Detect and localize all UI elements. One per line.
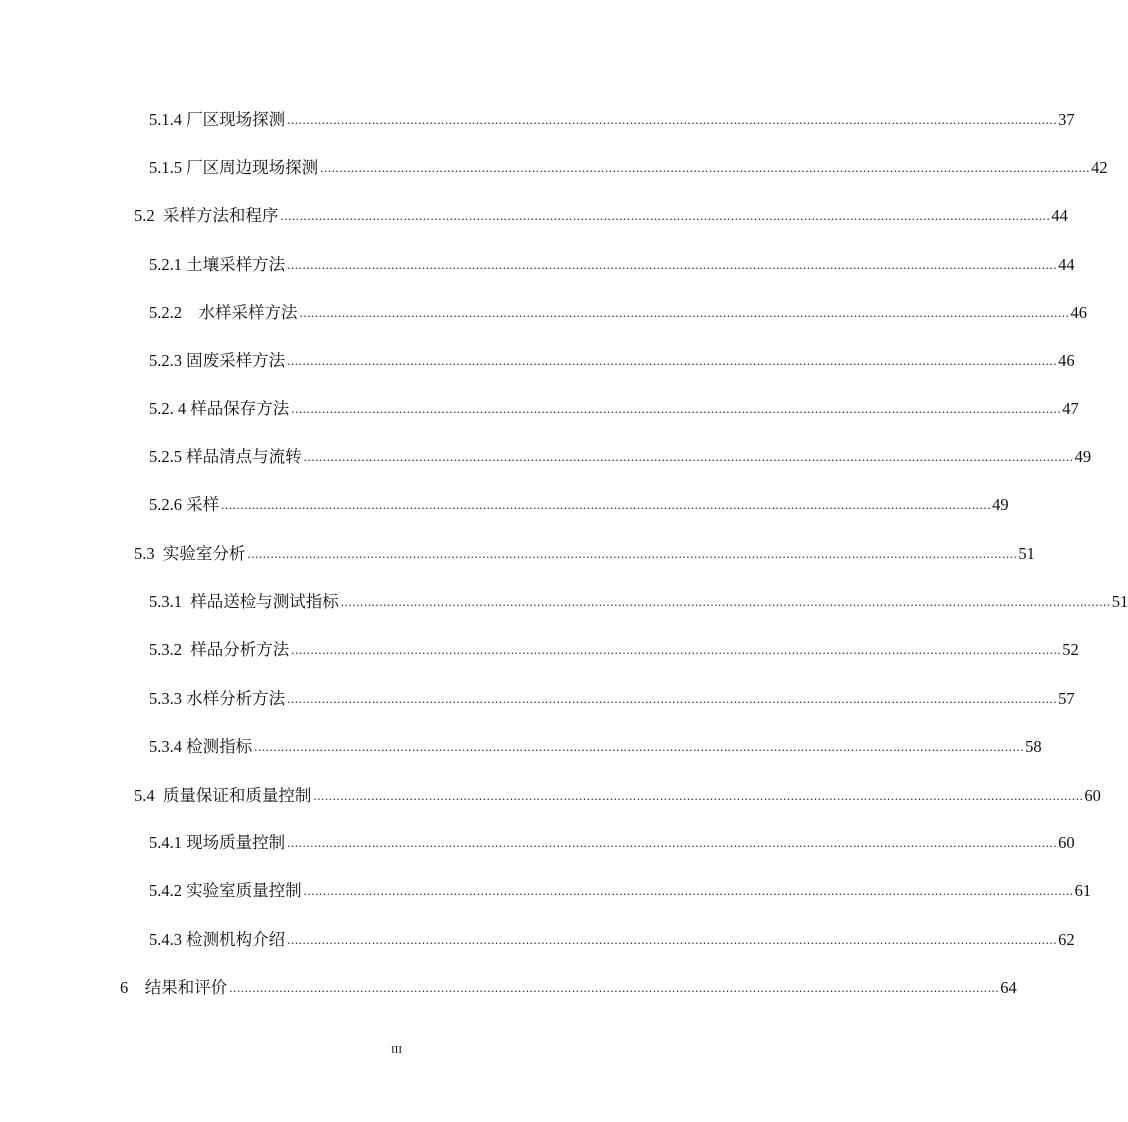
dot-leader: ........................................................................................................................................................................................................ [254, 739, 1025, 754]
toc-entry-page: 49 [992, 495, 1009, 514]
toc-entry[interactable] [149, 154, 1108, 178]
toc-entry-title: 5.3.1 样品送检与测试指标 [149, 592, 339, 611]
page-number: III [391, 1044, 402, 1056]
toc-entry-title: 5.3.2 样品分析方法 [149, 640, 290, 659]
dot-leader: ........................................................................................................................................................................................................ [287, 257, 1058, 272]
toc-entry-page: 44 [1051, 206, 1068, 225]
dot-leader: ........................................................................................................................................................................................................ [287, 353, 1058, 368]
dot-leader: ........................................................................................................................................................................................................ [303, 449, 1074, 464]
toc-entry[interactable] [149, 588, 1128, 612]
dot-leader: ........................................................................................................................................................................................................ [287, 112, 1058, 127]
dot-leader: ........................................................................................................................................................................................................ [303, 883, 1074, 898]
toc-entry-title: 5.2.1 土壤采样方法 [149, 255, 286, 274]
toc-entry-page: 49 [1074, 447, 1092, 466]
toc-entry[interactable] [149, 106, 1075, 130]
toc-entry-page: 61 [1074, 881, 1092, 900]
dot-leader: ........................................................................................................................................................................................................ [287, 932, 1058, 947]
toc-entry[interactable] [134, 202, 1068, 226]
toc-entry-title: 5.3 实验室分析 [134, 544, 246, 563]
toc-entry-page: 60 [1084, 786, 1101, 805]
toc-entry[interactable] [149, 733, 1042, 757]
dot-leader: ........................................................................................................................................................................................................ [247, 546, 1018, 561]
toc-entry-title: 5.4.2 实验室质量控制 [149, 881, 302, 900]
toc-entry[interactable] [120, 974, 1017, 998]
toc-entry[interactable] [149, 877, 1092, 901]
toc-entry-page: 46 [1070, 303, 1087, 322]
dot-leader: ........................................................................................................................................................................................................ [291, 642, 1062, 657]
toc-entry-title: 5.1.5 厂区周边现场探测 [149, 158, 319, 177]
toc-entry-page: 58 [1025, 737, 1042, 756]
toc-entry-title: 5.1.4 厂区现场探测 [149, 110, 286, 129]
dot-leader: ........................................................................................................................................................................................................ [287, 691, 1058, 706]
toc-entry[interactable] [149, 926, 1075, 950]
toc-entry-title: 5.4.3 检测机构介绍 [149, 930, 286, 949]
toc-entry[interactable] [149, 443, 1092, 467]
dot-leader: ........................................................................................................................................................................................................ [291, 401, 1062, 416]
toc-entry-title: 5.3.3 水样分析方法 [149, 689, 286, 708]
toc-entry-title: 6 结果和评价 [120, 978, 228, 997]
toc-entry[interactable] [149, 829, 1075, 853]
dot-leader: ........................................................................................................................................................................................................ [229, 980, 1000, 995]
toc-entry-page: 46 [1058, 351, 1075, 370]
toc-entry[interactable] [149, 491, 1009, 515]
toc-entry-page: 51 [1018, 544, 1035, 563]
toc-entry-page: 44 [1058, 255, 1075, 274]
toc-entry[interactable] [149, 299, 1087, 323]
toc-entry[interactable] [149, 395, 1079, 419]
toc-entry[interactable] [149, 636, 1079, 660]
toc-entry-title: 5.2.3 固废采样方法 [149, 351, 286, 370]
dot-leader: ........................................................................................................................................................................................................ [340, 594, 1111, 609]
toc-entry-page: 37 [1058, 110, 1075, 129]
toc-entry-title: 5.4.1 现场质量控制 [149, 833, 286, 852]
toc-entry-page: 62 [1058, 930, 1075, 949]
toc-entry-page: 51 [1111, 592, 1128, 611]
toc-entry[interactable] [134, 540, 1035, 564]
toc-entry-title: 5.2 采样方法和程序 [134, 206, 279, 225]
toc-entry-page: 47 [1062, 399, 1079, 418]
toc-entry-page: 60 [1058, 833, 1075, 852]
toc-entry[interactable] [149, 685, 1075, 709]
toc-entry[interactable] [149, 251, 1075, 275]
toc-entry-title: 5.2. 4 样品保存方法 [149, 399, 290, 418]
dot-leader: ........................................................................................................................................................................................................ [221, 497, 992, 512]
toc-entry-page: 64 [1000, 978, 1017, 997]
toc-entry-title: 5.3.4 检测指标 [149, 737, 253, 756]
toc-entry[interactable] [149, 347, 1075, 371]
toc-entry-title: 5.2.2 水样采样方法 [149, 303, 298, 322]
toc-entry[interactable] [134, 782, 1101, 806]
toc-entry-page: 57 [1058, 689, 1075, 708]
dot-leader: ........................................................................................................................................................................................................ [320, 160, 1091, 175]
dot-leader: ........................................................................................................................................................................................................ [287, 835, 1058, 850]
toc-entry-title: 5.4 质量保证和质量控制 [134, 786, 312, 805]
dot-leader: ........................................................................................................................................................................................................ [313, 788, 1084, 803]
toc-entry-page: 42 [1091, 158, 1108, 177]
toc-entry-title: 5.2.6 采样 [149, 495, 220, 514]
dot-leader: ........................................................................................................................................................................................................ [299, 305, 1070, 320]
toc-entry-title: 5.2.5 样品清点与流转 [149, 447, 302, 466]
dot-leader: ........................................................................................................................................................................................................ [280, 208, 1051, 223]
toc-entry-page: 52 [1062, 640, 1079, 659]
